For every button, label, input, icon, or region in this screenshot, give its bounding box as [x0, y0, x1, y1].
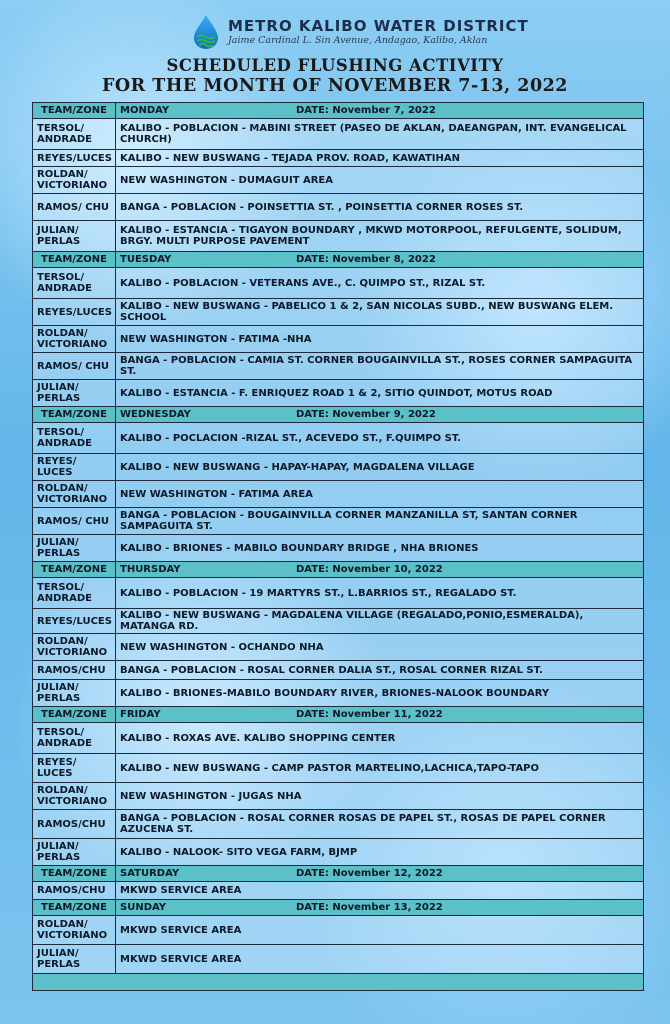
team-cell: ROLDAN/ VICTORIANO [33, 481, 116, 508]
team-cell: TERSOL/ ANDRADE [33, 423, 116, 454]
team-cell: REYES/ LUCES [33, 454, 116, 481]
area-cell: MKWD SERVICE AREA [116, 916, 644, 945]
table-row [33, 882, 644, 900]
day-name: TUESDAY [120, 254, 172, 265]
area-cell: KALIBO - POBLACION - MABINI STREET (PASEO DE AKLAN, DAEANGPAN, INT. EVANGELICAL CHURCH) [116, 119, 644, 150]
day-header-row [33, 866, 644, 882]
table-row [33, 754, 644, 783]
team-cell: JULIAN/ PERLAS [33, 839, 116, 866]
document-subtitle: FOR THE MONTH OF NOVEMBER 7-13, 2022 [102, 76, 568, 96]
table-row [33, 221, 644, 252]
team-cell: ROLDAN/ VICTORIANO [33, 916, 116, 945]
team-zone-header: TEAM/ZONE [33, 900, 116, 916]
team-cell: RAMOS/ CHU [33, 353, 116, 380]
table-row [33, 680, 644, 707]
document-header [0, 8, 670, 104]
team-cell: REYES/LUCES [33, 299, 116, 326]
team-zone-header: TEAM/ZONE [33, 103, 116, 119]
team-cell: REYES/LUCES [33, 150, 116, 167]
team-cell: REYES/LUCES [33, 609, 116, 634]
document-title: SCHEDULED FLUSHING ACTIVITY [166, 56, 504, 75]
logo-row [192, 14, 529, 50]
area-cell: MKWD SERVICE AREA [116, 882, 644, 900]
day-header-cell [116, 900, 644, 916]
team-zone-header: TEAM/ZONE [33, 707, 116, 723]
footer-cell [33, 974, 644, 991]
team-cell: JULIAN/ PERLAS [33, 380, 116, 407]
table-row [33, 839, 644, 866]
area-cell: KALIBO - ESTANCIA - TIGAYON BOUNDARY , MKWD MOTORPOOL, REFULGENTE, SOLIDUM, BRGY. MULTI PURPOSE PAVEMENT [116, 221, 644, 252]
area-cell: MKWD SERVICE AREA [116, 945, 644, 974]
table-row [33, 609, 644, 634]
team-cell: RAMOS/ CHU [33, 508, 116, 535]
area-cell: KALIBO - NEW BUSWANG - TEJADA PROV. ROAD, KAWATIHAN [116, 150, 644, 167]
table-row [33, 508, 644, 535]
table-row [33, 723, 644, 754]
table-row [33, 326, 644, 353]
table-row [33, 535, 644, 562]
area-cell: BANGA - POBLACION - ROSAL CORNER ROSAS DE PAPEL ST., ROSAS DE PAPEL CORNER AZUCENA ST. [116, 810, 644, 839]
day-name: SATURDAY [120, 868, 180, 879]
team-cell: TERSOL/ ANDRADE [33, 119, 116, 150]
team-zone-header: TEAM/ZONE [33, 866, 116, 882]
area-cell: BANGA - POBLACION - POINSETTIA ST. , POINSETTIA CORNER ROSES ST. [116, 194, 644, 221]
day-header-row [33, 562, 644, 578]
team-cell: TERSOL/ ANDRADE [33, 578, 116, 609]
team-cell: ROLDAN/ VICTORIANO [33, 783, 116, 810]
day-date: DATE: November 10, 2022 [296, 564, 443, 575]
day-header-cell [116, 103, 644, 119]
team-cell: ROLDAN/ VICTORIANO [33, 167, 116, 194]
team-zone-header: TEAM/ZONE [33, 407, 116, 423]
day-header-row [33, 252, 644, 268]
table-row [33, 945, 644, 974]
team-cell: REYES/ LUCES [33, 754, 116, 783]
day-name: THURSDAY [120, 564, 181, 575]
team-cell: ROLDAN/ VICTORIANO [33, 326, 116, 353]
water-drop-icon [192, 14, 220, 50]
area-cell: BANGA - POBLACION - BOUGAINVILLA CORNER MANZANILLA ST, SANTAN CORNER SAMPAGUITA ST. [116, 508, 644, 535]
org-address: Jaime Cardinal L. Sin Avenue, Andagao, Kalibo, Aklan [228, 35, 488, 46]
team-cell: RAMOS/ CHU [33, 194, 116, 221]
table-row [33, 661, 644, 680]
flushing-schedule-table [32, 102, 644, 991]
day-name: WEDNESDAY [120, 409, 191, 420]
area-cell: KALIBO - BRIONES-MABILO BOUNDARY RIVER, BRIONES-NALOOK BOUNDARY [116, 680, 644, 707]
day-name: MONDAY [120, 105, 170, 116]
area-cell: KALIBO - NEW BUSWANG - CAMP PASTOR MARTELINO,LACHICA,TAPO-TAPO [116, 754, 644, 783]
team-cell: ROLDAN/ VICTORIANO [33, 634, 116, 661]
table-row [33, 353, 644, 380]
team-zone-header: TEAM/ZONE [33, 562, 116, 578]
table-row [33, 783, 644, 810]
table-row [33, 481, 644, 508]
day-header-row [33, 707, 644, 723]
day-name: SUNDAY [120, 902, 167, 913]
table-row [33, 194, 644, 221]
table-row [33, 423, 644, 454]
area-cell: NEW WASHINGTON - JUGAS NHA [116, 783, 644, 810]
area-cell: KALIBO - ESTANCIA - F. ENRIQUEZ ROAD 1 & 2, SITIO QUINDOT, MOTUS ROAD [116, 380, 644, 407]
day-header-cell [116, 707, 644, 723]
area-cell: KALIBO - POBLACION - VETERANS AVE., C. QUIMPO ST., RIZAL ST. [116, 268, 644, 299]
day-date: DATE: November 13, 2022 [296, 902, 443, 913]
table-footer-row [33, 974, 644, 991]
area-cell: KALIBO - ROXAS AVE. KALIBO SHOPPING CENTER [116, 723, 644, 754]
area-cell: KALIBO - NEW BUSWANG - HAPAY-HAPAY, MAGDALENA VILLAGE [116, 454, 644, 481]
area-cell: KALIBO - POCLACION -RIZAL ST., ACEVEDO ST., F.QUIMPO ST. [116, 423, 644, 454]
area-cell: KALIBO - POBLACION - 19 MARTYRS ST., L.BARRIOS ST., REGALADO ST. [116, 578, 644, 609]
day-date: DATE: November 7, 2022 [296, 105, 436, 116]
team-cell: RAMOS/CHU [33, 810, 116, 839]
day-date: DATE: November 11, 2022 [296, 709, 443, 720]
team-cell: RAMOS/CHU [33, 661, 116, 680]
table-row [33, 578, 644, 609]
day-header-row [33, 407, 644, 423]
day-header-cell [116, 562, 644, 578]
team-cell: JULIAN/ PERLAS [33, 535, 116, 562]
team-cell: TERSOL/ ANDRADE [33, 723, 116, 754]
day-header-cell [116, 407, 644, 423]
day-date: DATE: November 9, 2022 [296, 409, 436, 420]
team-cell: TERSOL/ ANDRADE [33, 268, 116, 299]
day-date: DATE: November 8, 2022 [296, 254, 436, 265]
team-zone-header: TEAM/ZONE [33, 252, 116, 268]
org-name: METRO KALIBO WATER DISTRICT [228, 17, 529, 35]
table-row [33, 150, 644, 167]
day-header-row [33, 900, 644, 916]
table-row [33, 454, 644, 481]
table-row [33, 634, 644, 661]
day-name: FRIDAY [120, 709, 161, 720]
table-row [33, 380, 644, 407]
table-row [33, 810, 644, 839]
team-cell: RAMOS/CHU [33, 882, 116, 900]
area-cell: KALIBO - NEW BUSWANG - PABELICO 1 & 2, SAN NICOLAS SUBD., NEW BUSWANG ELEM. SCHOOL [116, 299, 644, 326]
day-header-row [33, 103, 644, 119]
day-header-cell [116, 252, 644, 268]
table-row [33, 167, 644, 194]
area-cell: BANGA - POBLACION - CAMIA ST. CORNER BOUGAINVILLA ST., ROSES CORNER SAMPAGUITA ST. [116, 353, 644, 380]
team-cell: JULIAN/ PERLAS [33, 221, 116, 252]
table-row [33, 299, 644, 326]
area-cell: KALIBO - NALOOK- SITO VEGA FARM, BJMP [116, 839, 644, 866]
day-date: DATE: November 12, 2022 [296, 868, 443, 879]
table-row [33, 916, 644, 945]
team-cell: JULIAN/ PERLAS [33, 945, 116, 974]
table-row [33, 119, 644, 150]
area-cell: NEW WASHINGTON - OCHANDO NHA [116, 634, 644, 661]
table-row [33, 268, 644, 299]
area-cell: BANGA - POBLACION - ROSAL CORNER DALIA ST., ROSAL CORNER RIZAL ST. [116, 661, 644, 680]
team-cell: JULIAN/ PERLAS [33, 680, 116, 707]
area-cell: NEW WASHINGTON - DUMAGUIT AREA [116, 167, 644, 194]
area-cell: KALIBO - BRIONES - MABILO BOUNDARY BRIDGE , NHA BRIONES [116, 535, 644, 562]
area-cell: NEW WASHINGTON - FATIMA -NHA [116, 326, 644, 353]
area-cell: KALIBO - NEW BUSWANG - MAGDALENA VILLAGE (REGALADO,PONIO,ESMERALDA), MATANGA RD. [116, 609, 644, 634]
day-header-cell [116, 866, 644, 882]
area-cell: NEW WASHINGTON - FATIMA AREA [116, 481, 644, 508]
